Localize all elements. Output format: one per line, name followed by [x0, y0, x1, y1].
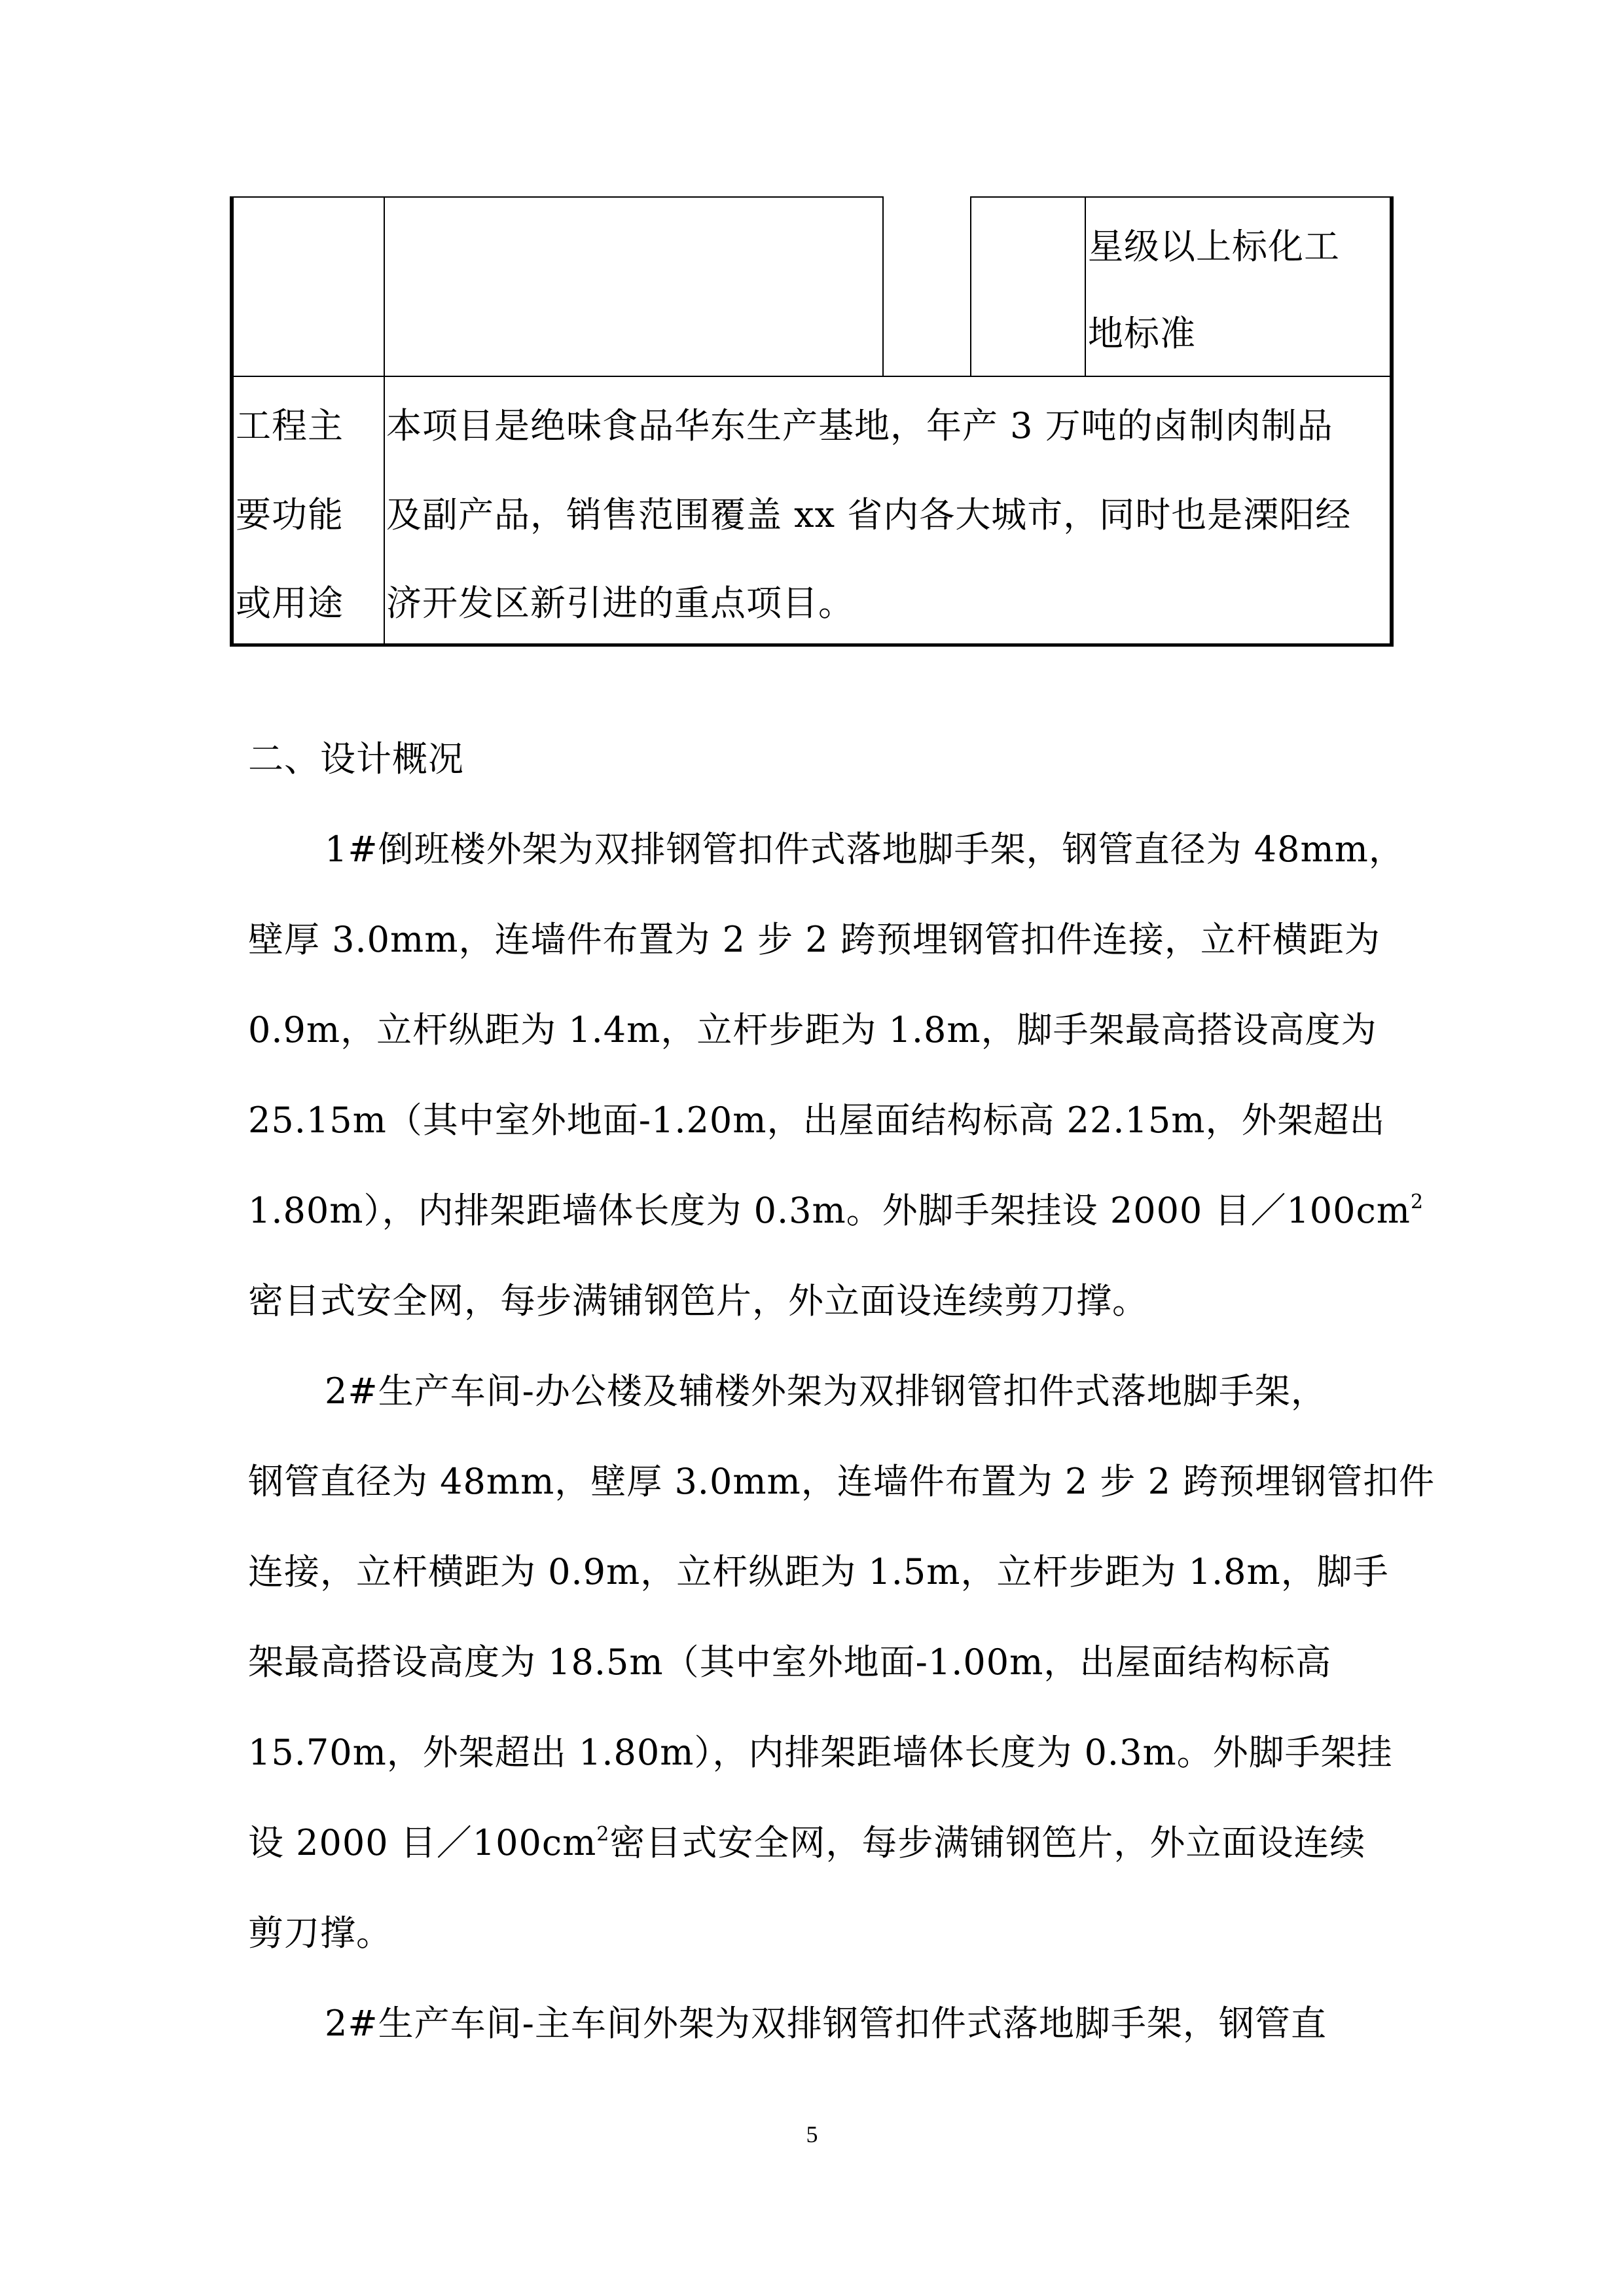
paragraph-line-text: 1.80m），内排架距墙体长度为 0.3m。外脚手架挂设 2000 目／100cm [248, 1190, 1411, 1231]
paragraph-line: 1#倒班楼外架为双排钢管扣件式落地脚手架，钢管直径为 48mm， [325, 829, 1405, 870]
table-cell-standard-line-1: 星级以上标化工 [1088, 226, 1340, 267]
table-border-left [230, 196, 234, 647]
table-label-line-2: 要功能 [236, 494, 344, 535]
table-content-line-2: 及副产品，销售范围覆盖 xx 省内各大城市，同时也是溧阳经 [386, 494, 1352, 535]
table-border-right [1390, 196, 1394, 647]
table-border-top-left [230, 196, 884, 198]
table-col-divider-3 [970, 196, 971, 376]
table-content-line-1: 本项目是绝味食品华东生产基地，年产 3 万吨的卤制肉制品 [386, 405, 1333, 446]
table-col-divider-2 [882, 196, 884, 376]
paragraph-line [248, 1191, 1424, 1230]
paragraph-line: 15.70m，外架超出 1.80m），内排架距墙体长度为 0.3m。外脚手架挂 [248, 1732, 1393, 1773]
paragraph-line: 架最高搭设高度为 18.5m（其中室外地面-1.00m，出屋面结构标高 [248, 1641, 1332, 1683]
table-cell-standard-line-2: 地标准 [1088, 313, 1196, 354]
superscript: 2 [1410, 1191, 1424, 1213]
table-col-divider-4 [1085, 196, 1086, 376]
table-label-line-3: 或用途 [236, 583, 344, 624]
table-border-bottom [230, 643, 1394, 647]
paragraph-line: 25.15m（其中室外地面-1.20m，出屋面结构标高 22.15m，外架超出 [248, 1100, 1386, 1141]
table-label-line-1: 工程主 [236, 405, 344, 446]
paragraph-line: 钢管直径为 48mm，壁厚 3.0mm，连墙件布置为 2 步 2 跨预埋钢管扣件 [248, 1461, 1435, 1502]
paragraph-line: 密目式安全网，每步满铺钢笆片，外立面设连续剪刀撑。 [248, 1280, 1148, 1321]
paragraph-line [248, 1823, 1365, 1863]
paragraph-line: 2#生产车间-办公楼及辅楼外架为双排钢管扣件式落地脚手架， [325, 1371, 1327, 1412]
paragraph-line: 2#生产车间-主车间外架为双排钢管扣件式落地脚手架，钢管直 [325, 2003, 1327, 2044]
table-border-top-right [970, 196, 1394, 198]
superscript: 2 [596, 1823, 610, 1846]
paragraph-line: 剪刀撑。 [248, 1912, 392, 1954]
paragraph-line: 连接，立杆横距为 0.9m，立杆纵距为 1.5m，立杆步距为 1.8m，脚手 [248, 1551, 1389, 1592]
paragraph-line-text: 密目式安全网，每步满铺钢笆片，外立面设连续 [609, 1822, 1366, 1863]
paragraph-line-text: 设 2000 目／100cm [248, 1822, 597, 1863]
table-col-divider-1 [384, 196, 385, 644]
section-heading: 二、设计概况 [248, 738, 464, 780]
paragraph-line: 壁厚 3.0mm，连墙件布置为 2 步 2 跨预埋钢管扣件连接，立杆横距为 [248, 919, 1380, 960]
table-content-line-3: 济开发区新引进的重点项目。 [386, 583, 854, 624]
page-number: 5 [806, 2121, 818, 2147]
table-row-divider [230, 376, 1394, 377]
paragraph-line: 0.9m，立杆纵距为 1.4m，立杆步距为 1.8m，脚手架最高搭设高度为 [248, 1009, 1377, 1050]
